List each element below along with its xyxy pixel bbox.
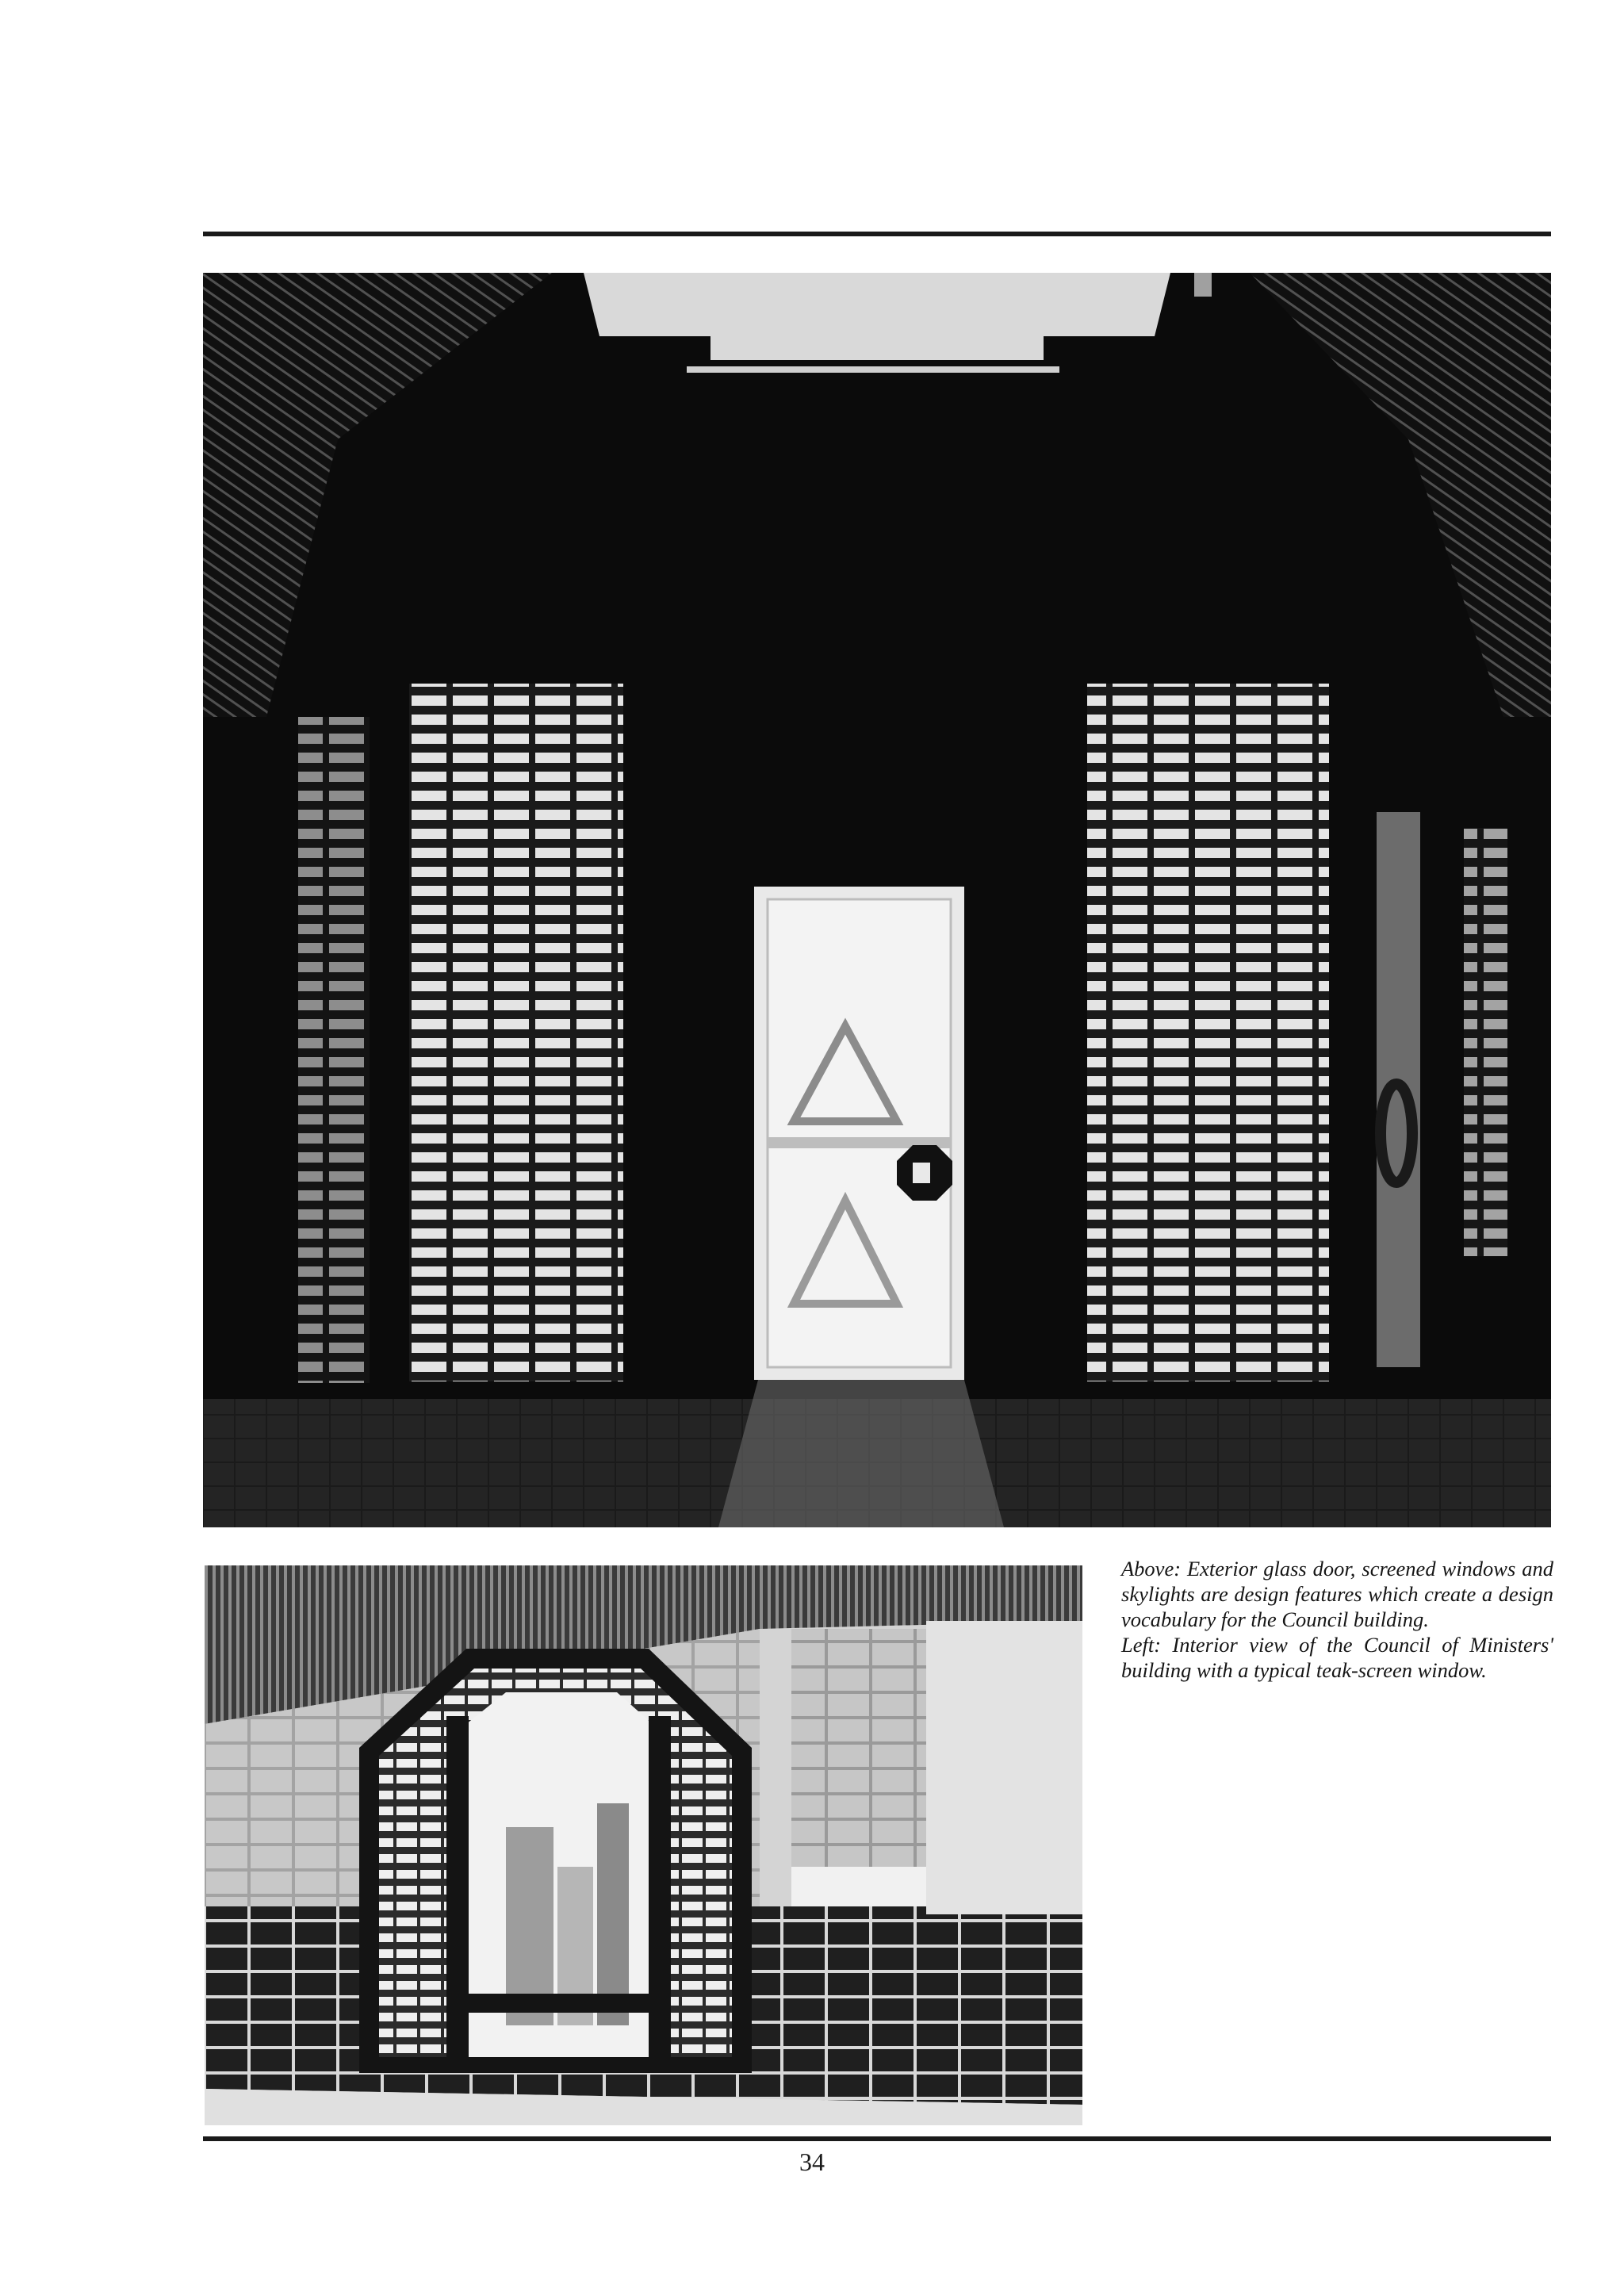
interior-window-photo [205,1565,1082,2125]
photo-caption [1121,1556,1553,1683]
top-rule [203,232,1551,236]
exterior-door-photo [203,273,1551,1527]
bottom-rule [203,2136,1551,2141]
page-number: 34 [799,2147,825,2176]
caption-left: Left: Interior view of the Council of Ministers' building with a typical teak-screen window. [1121,1633,1553,1682]
caption-above: Above: Exterior glass door, screened windows and skylights are design features which create a design vocabulary for the Council building. [1121,1557,1553,1631]
